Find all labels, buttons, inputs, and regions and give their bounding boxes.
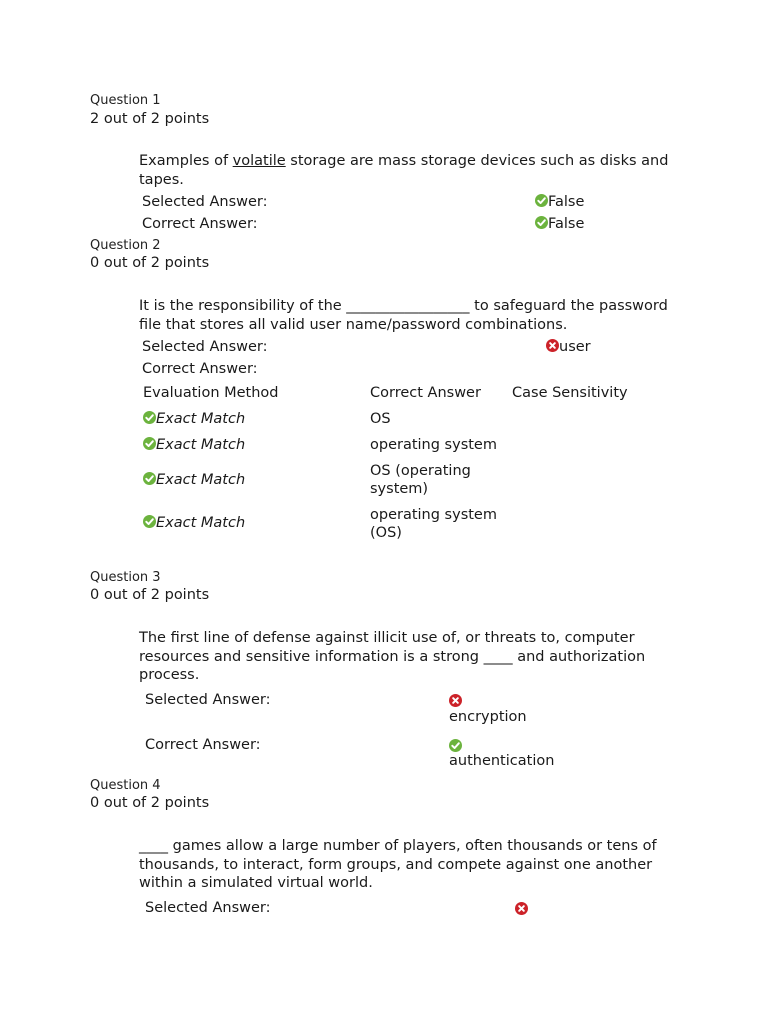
question-4-label: Question 4 xyxy=(90,778,161,793)
q1-selected-answer-label: Selected Answer: xyxy=(142,194,268,210)
question-4-points: 0 out of 2 points xyxy=(90,795,210,811)
table-row-answer: operating system (OS) xyxy=(370,507,497,541)
check-circle-icon xyxy=(535,194,548,207)
q3-selected-answer-label: Selected Answer: xyxy=(145,692,271,708)
table-row-answer: OS xyxy=(370,411,391,427)
table-header-correct-answer: Correct Answer xyxy=(370,385,481,401)
volatile-term: volatile xyxy=(232,153,286,169)
table-header-case-sensitivity: Case Sensitivity xyxy=(512,385,628,401)
table-row-answer: operating system xyxy=(370,437,497,453)
table-row-method: Exact Match xyxy=(143,411,245,427)
check-circle-icon xyxy=(143,472,156,485)
table-row-answer: OS (operating system) xyxy=(370,463,471,497)
q3-correct-answer-label: Correct Answer: xyxy=(145,737,261,753)
question-1-label: Question 1 xyxy=(90,93,161,108)
question-1-text: Examples of volatile storage are mass storage devices such as disks and tapes. xyxy=(139,153,669,188)
q3-correct-value: authentication xyxy=(449,753,555,769)
q2-selected-answer-label: Selected Answer: xyxy=(142,339,268,355)
question-3-points: 0 out of 2 points xyxy=(90,587,210,603)
question-4-text: ____ games allow a large number of players, often thousands or tens of thousands, to interact, form groups, and compete against one another within a simulated virtual world. xyxy=(139,838,657,891)
question-1-points: 2 out of 2 points xyxy=(90,111,210,127)
table-row-method: Exact Match xyxy=(143,515,245,531)
check-circle-icon xyxy=(143,437,156,450)
q2-selected-answer xyxy=(546,339,591,355)
q1-selected-value: False xyxy=(548,194,585,210)
q2-selected-value: user xyxy=(559,339,591,355)
x-circle-icon xyxy=(546,339,559,352)
q3-selected-value: encryption xyxy=(449,709,527,725)
question-3-label: Question 3 xyxy=(90,570,161,585)
question-3-text: The first line of defense against illicit use of, or threats to, computer resources and sensitive information is a strong ____ and authorization process. xyxy=(139,630,646,683)
q2-correct-answer-label: Correct Answer: xyxy=(142,361,258,377)
check-circle-icon xyxy=(535,216,548,229)
q1-correct-value: False xyxy=(548,216,585,232)
question-2-text: It is the responsibility of the _________________ to safeguard the password file that stores all valid user name/password combinations. xyxy=(139,298,668,333)
table-row-method: Exact Match xyxy=(143,472,245,488)
question-2-points: 0 out of 2 points xyxy=(90,255,210,271)
q1-selected-answer xyxy=(535,194,584,210)
q4-selected-answer-label: Selected Answer: xyxy=(145,900,271,916)
x-circle-icon xyxy=(515,899,528,918)
question-2-label: Question 2 xyxy=(90,238,161,253)
q1-correct-answer xyxy=(535,216,584,232)
table-header-evaluation-method: Evaluation Method xyxy=(143,385,279,401)
check-circle-icon xyxy=(143,411,156,424)
check-circle-icon xyxy=(143,515,156,528)
table-row-method: Exact Match xyxy=(143,437,245,453)
q1-correct-answer-label: Correct Answer: xyxy=(142,216,258,232)
x-circle-icon xyxy=(449,691,462,710)
